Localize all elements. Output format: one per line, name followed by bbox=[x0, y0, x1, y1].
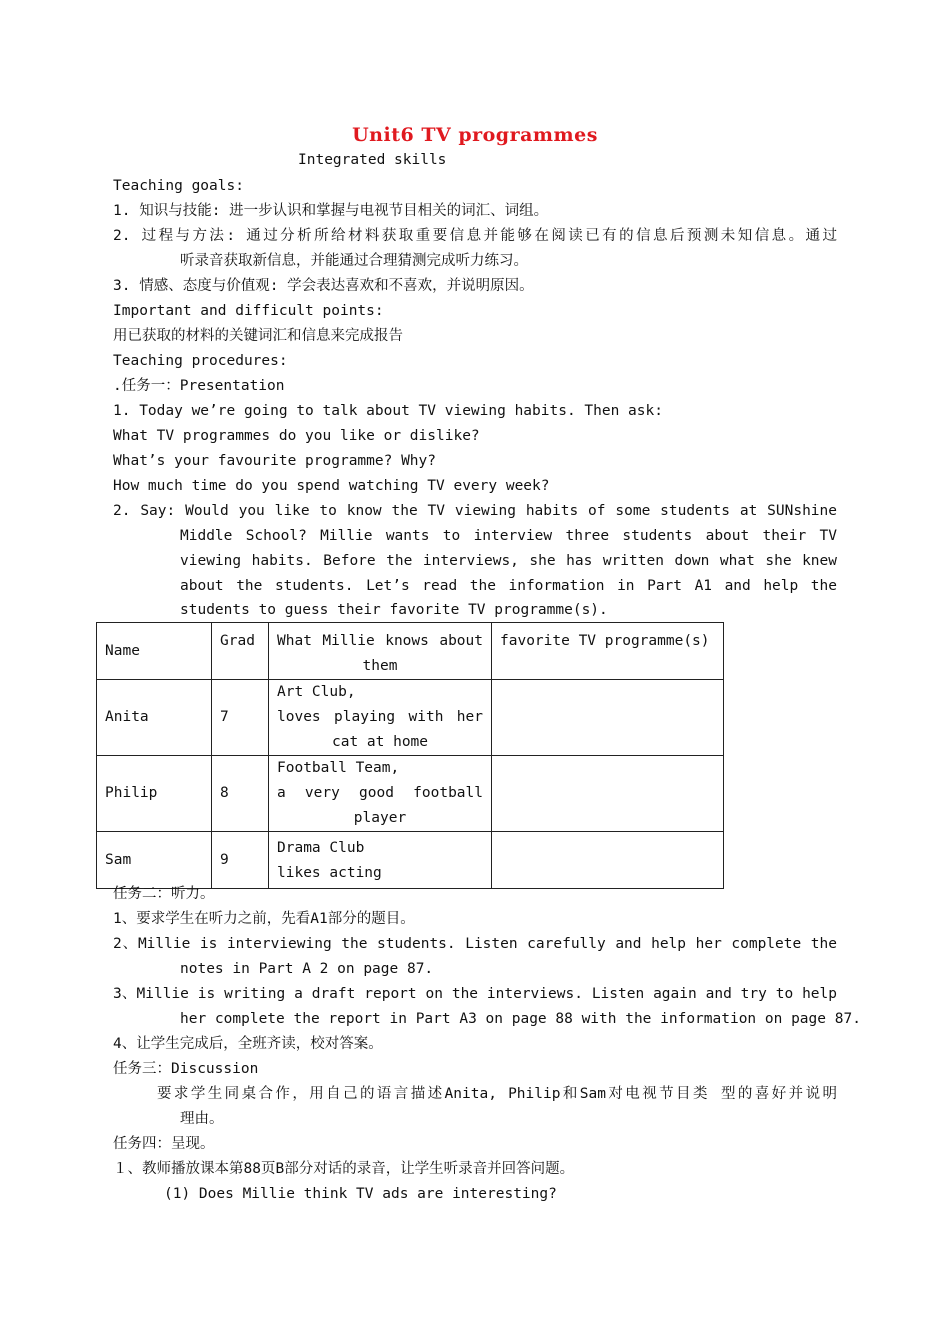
goal-line: 2. 过程与方法: 通过分析所给材料获取重要信息并能够在阅读已有的信息后预测未知信息。通过 bbox=[113, 228, 837, 244]
table-row bbox=[97, 756, 724, 832]
task2-line: notes in Part A 2 on page 87. bbox=[180, 961, 434, 977]
task1-line: What’s your favourite programme? Why? bbox=[113, 453, 437, 469]
task2-line: 4、让学生完成后，全班齐读，校对答案。 bbox=[113, 1036, 383, 1052]
task1-heading: .任务一：Presentation bbox=[113, 378, 285, 394]
lesson-subtitle: Integrated skills bbox=[298, 152, 447, 168]
info-line: Art Club, bbox=[277, 684, 356, 700]
cell-name: Anita bbox=[97, 680, 212, 756]
info-line: likes acting bbox=[277, 865, 382, 881]
task3-line: 要求学生同桌合作，用自己的语言描述Anita, Philip和Sam对电视节目类 型的喜好并说明 bbox=[157, 1086, 837, 1102]
header-grade: Grad bbox=[212, 623, 269, 680]
unit-title: Unit6 TV programmes bbox=[352, 124, 598, 146]
task2-line: 1、要求学生在听力之前，先看A1部分的题目。 bbox=[113, 911, 415, 927]
say-line: viewing habits. Before the interviews, she has written down what she knew bbox=[180, 553, 837, 569]
info-line: Football Team, bbox=[277, 760, 400, 776]
cell-grade: 7 bbox=[212, 680, 269, 756]
cell-info bbox=[269, 756, 492, 832]
cell-favorite[interactable] bbox=[492, 832, 724, 889]
teaching-goals-heading: Teaching goals: bbox=[113, 178, 244, 194]
cell-info bbox=[269, 680, 492, 756]
cell-info bbox=[269, 832, 492, 889]
procedures-heading: Teaching procedures: bbox=[113, 353, 288, 369]
task3-line: 理由。 bbox=[180, 1111, 224, 1127]
info-line: player bbox=[353, 810, 407, 826]
task3-heading: 任务三：Discussion bbox=[113, 1061, 259, 1077]
task2-line: her complete the report in Part A3 on page 88 with the information on page 87. bbox=[180, 1011, 861, 1027]
header-info-line1: What Millie knows about bbox=[277, 633, 483, 649]
cell-name: Philip bbox=[97, 756, 212, 832]
cell-favorite[interactable] bbox=[492, 756, 724, 832]
table-row bbox=[97, 680, 724, 756]
goal-line: 听录音获取新信息，并能通过合理猜测完成听力练习。 bbox=[180, 253, 528, 269]
task1-line: What TV programmes do you like or dislike? bbox=[113, 428, 480, 444]
goal-line: 1. 知识与技能: 进一步认识和掌握与电视节目相关的词汇、词组。 bbox=[113, 203, 549, 219]
task1-line: How much time do you spend watching TV every week? bbox=[113, 478, 550, 494]
cell-favorite[interactable] bbox=[492, 680, 724, 756]
header-favorite: favorite TV programme(s) bbox=[492, 623, 724, 680]
goal-line: 3. 情感、态度与价值观: 学会表达喜欢和不喜欢，并说明原因。 bbox=[113, 278, 534, 294]
table-row bbox=[97, 832, 724, 889]
say-line: about the students. Let’s read the information in Part A1 and help the bbox=[180, 578, 837, 594]
task2-line: 2、Millie is interviewing the students. Listen carefully and help her complete the bbox=[113, 936, 837, 952]
table-header-row bbox=[97, 623, 724, 680]
students-table bbox=[96, 622, 724, 889]
info-line: a very good football bbox=[277, 785, 483, 801]
task4-line: １、教师播放课本第88页B部分对话的录音，让学生听录音并回答问题。 bbox=[113, 1161, 575, 1177]
cell-name: Sam bbox=[97, 832, 212, 889]
task1-line: 1. Today we’re going to talk about TV viewing habits. Then ask: bbox=[113, 403, 663, 419]
task4-question: (1) Does Millie think TV ads are interesting? bbox=[164, 1186, 557, 1202]
header-info bbox=[269, 623, 492, 680]
cell-grade: 9 bbox=[212, 832, 269, 889]
cell-grade: 8 bbox=[212, 756, 269, 832]
say-line: 2. Say: Would you like to know the TV viewing habits of some students at SUNshine bbox=[113, 503, 837, 519]
key-points-heading: Important and difficult points: bbox=[113, 303, 384, 319]
info-line: Drama Club bbox=[277, 840, 365, 856]
header-name: Name bbox=[97, 623, 212, 680]
info-line: loves playing with her bbox=[277, 709, 483, 725]
say-line: Middle School? Millie wants to interview three students about their TV bbox=[180, 528, 837, 544]
key-points-text: 用已获取的材料的关键词汇和信息来完成报告 bbox=[113, 328, 403, 344]
say-line: students to guess their favorite TV programme(s). bbox=[180, 602, 608, 618]
task4-heading: 任务四：呈现。 bbox=[113, 1136, 215, 1152]
task2-heading: 任务二：听力。 bbox=[113, 886, 215, 902]
task2-line: 3、Millie is writing a draft report on the interviews. Listen again and try to help bbox=[113, 986, 837, 1002]
info-line: cat at home bbox=[331, 734, 429, 750]
header-info-line2: them bbox=[362, 658, 398, 674]
